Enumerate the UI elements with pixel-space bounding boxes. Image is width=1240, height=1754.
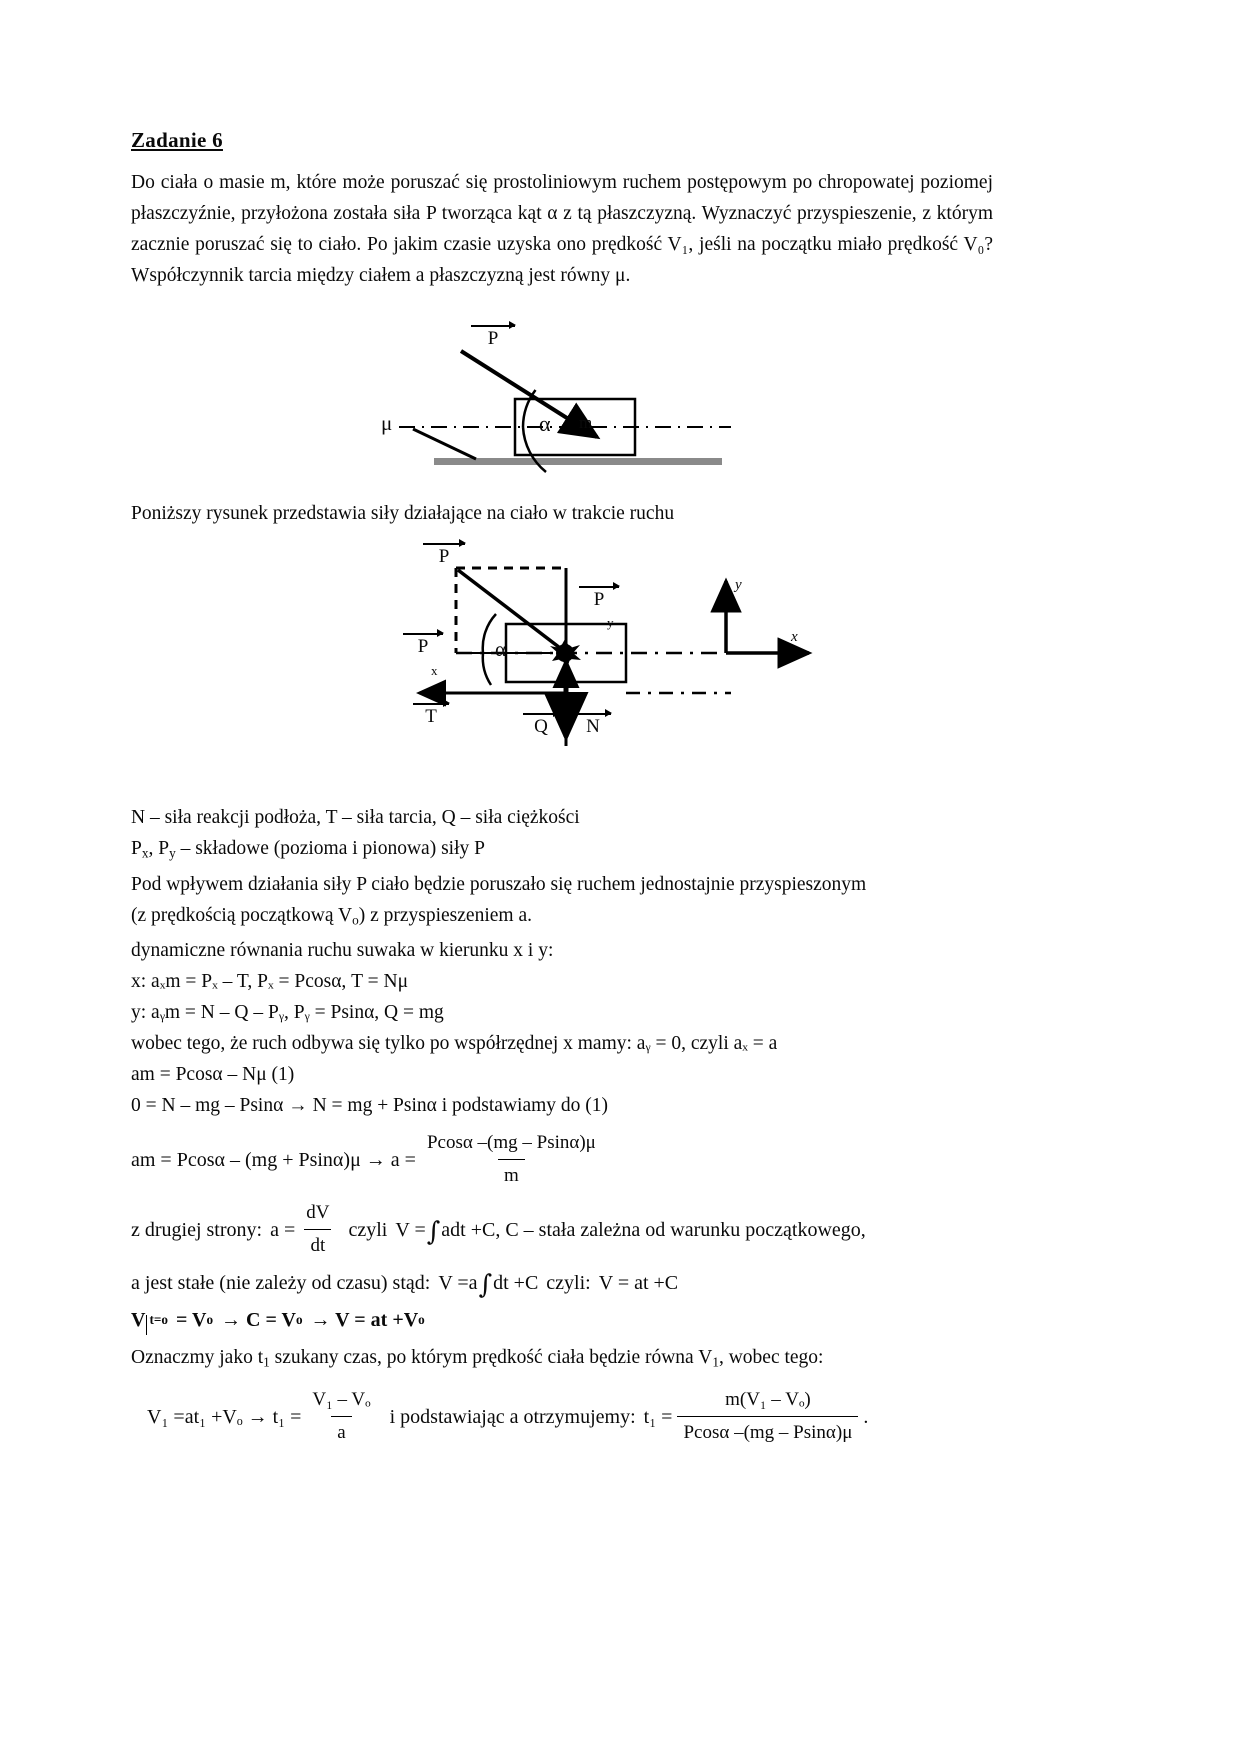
eq4-tail: , C – stała zależna od warunku początkowego, [495,1218,866,1241]
acceleration-denominator: m [498,1159,525,1191]
figure2-angle-arc [483,614,496,653]
derivation-block [131,802,993,1448]
figure2-n-letter: N [586,716,600,737]
eq5-dt-c: dt +C [493,1272,539,1295]
derivation-intro-1: Pod wpływem działania siły P ciało będzie poruszało się ruchem jednostajnie przyspieszonym [131,873,867,895]
intro-2-sub: o [352,912,359,928]
final-intro-c: , wobec tego: [718,1347,824,1369]
force-p-arrow [461,351,597,437]
eq6-sub3: o [295,1312,303,1328]
eq6-final: → V = at +V [310,1309,419,1332]
figure1-mass-label: m [579,413,593,432]
eq4-a-equals: a = [270,1218,296,1241]
figure-free-body-diagram [131,541,993,786]
eq4-czyli: czyli [348,1218,388,1241]
equation-2: 0 = N – mg – Psinα → N = mg + Psinα i podstawiamy do (1) [131,1095,609,1117]
figure2-p-label: P [438,546,450,567]
eq5-czyli: czyli: [546,1272,591,1295]
figure1-p-label: P [487,328,499,349]
ground-surface [434,458,722,465]
page-title: Zadanie 6 [131,128,223,152]
t1-full-fraction [677,1385,858,1448]
t1-denominator: a [331,1416,351,1448]
figure-block-on-plane [131,313,993,498]
evaluation-bar-group [131,1305,168,1335]
final-t1-label: t₁ = [643,1405,673,1428]
final-left: V₁ =at₁ +Vₒ → t₁ = [147,1405,302,1428]
figure2-px-subscript: x [431,663,438,678]
equation-initial-condition [131,1305,993,1335]
problem-statement: Do ciała o masie m, które może poruszać się prostoliniowym ruchem postępowym po chropowatej poziomej płaszczyźnie, przyłożona została siła P tworząca kąt α z tą płaszczyzną. Wyznaczyć przyspieszenie, z którym zacznie poruszać się to ciało. Po jakim czasie uzyska ono prędkość V₁, jeśli na początku miało prędkość V₀? Współczynnik tarcia między ciałem a płaszczyzną jest równy μ. [131,172,993,286]
vector-arrowhead [437,629,444,637]
figure2-py-subscript: y [607,615,614,630]
equations-heading: dynamiczne równania ruchu suwaka w kierunku x i y: [131,940,554,962]
final-intro-b: szukany czas, po którym prędkość ciała będzie równa V [269,1347,713,1369]
equation-x: x: aₓm = Pₓ – T, Pₓ = Pcosα, T = Nμ [131,971,409,993]
legend-py-sub: y [169,845,176,861]
equation-condition: wobec tego, że ruch odbywa się tylko po współrzędnej x mamy: aᵧ = 0, czyli aₓ = a [131,1033,778,1055]
equation-1: am = Pcosα – Nμ (1) [131,1064,295,1086]
eq5-label: a jest stałe (nie zależy od czasu) stąd: [131,1272,431,1295]
t1-numerator: V₁ – Vₒ [312,1389,371,1411]
final-intro-a: Oznaczmy jako t [131,1347,264,1369]
equation-dv-dt [131,1198,993,1261]
eq6-c-equals: → C = V [221,1309,296,1332]
t1-full-numerator: m(V₁ – Vₒ) [725,1389,811,1411]
t1-full-denominator: Pcosα –(mg – Psinα)μ [677,1416,858,1448]
eq6-sub4: o [418,1312,425,1328]
figure2-px-vector-label [403,633,443,657]
evaluation-bar [146,1315,147,1335]
acceleration-fraction [421,1128,602,1191]
figure2-weight-vector-label [523,713,559,737]
final-intro-sub: 1 [263,1355,270,1371]
figure1-friction-label: μ [381,411,393,435]
figure1-angle-label: α [539,411,551,436]
equation-3-left: am = Pcosα – (mg + Psinα)μ → a = [131,1148,416,1171]
figure2-axis-x-label: x [791,629,798,645]
eq4-adt: adt +C [441,1218,496,1241]
eq5-v-equals-a: V =a [438,1272,478,1295]
dv-dt-denominator: dt [304,1229,331,1261]
figure2-py-vector-label [579,586,619,610]
figure2-force-p-arrow [458,570,564,651]
intro-2b: ) z przyspieszeniem a. [358,904,532,926]
derivation-intro-2 [131,900,993,936]
final-intro-sub2: 1 [712,1355,719,1371]
equation-final-time [131,1385,993,1448]
eq6-v: V [131,1309,146,1332]
figure2-t-letter: T [425,706,437,727]
legend-py: P [158,838,170,859]
eq5-result: V = at +C [598,1272,679,1295]
equation-acceleration [131,1128,993,1191]
figure2-svg [131,541,993,786]
figure1-svg [131,313,993,498]
vector-arrowhead [509,321,516,329]
figure2-intro-text: Poniższy rysunek przedstawia siły działające na ciało w trakcie ruchu [131,503,675,524]
eq6-sub2: o [206,1312,214,1328]
legend-components-rest: – składowe (pozioma i pionowa) siły P [175,838,485,859]
figure2-force-vector-label [423,543,465,567]
eq6-equals-vo: = V [175,1309,207,1332]
dv-dt-numerator: dV [306,1202,330,1224]
vector-arrowhead [613,582,620,590]
integral-icon: ∫ [426,1216,441,1247]
eq6-sub: t=o [149,1312,168,1328]
integral-icon: ∫ [478,1270,493,1300]
equation-v-integral [131,1268,993,1298]
legend-components: $P_x$, $P_y$ – składowe (pozioma i pionowa) siły P [131,838,485,861]
figure1-force-vector-label [471,325,515,349]
mu-pointer-line [413,429,476,459]
figure2-px-letter: P [417,636,429,657]
final-period: . [863,1405,869,1428]
figure2-py-letter: P [593,589,605,610]
eq4-label: z drugiej strony: [131,1218,263,1241]
legend-px: P [131,838,142,859]
legend-forces: N – siła reakcji podłoża, T – siła tarcia, Q – siła ciężkości [131,807,580,828]
legend-px-sub: x [141,845,149,861]
final-mid-text: i podstawiając a otrzymujemy: [389,1405,636,1428]
dv-dt-fraction [300,1198,335,1261]
acceleration-numerator: Pcosα –(mg – Psinα)μ [426,1132,596,1154]
figure2-angle-arc-lower [483,653,491,685]
figure2-axis-y-label: y [735,577,742,593]
document-page [131,0,993,1455]
final-intro [131,1342,993,1378]
intro-2a: (z prędkością początkową V [131,904,353,926]
figure2-angle-label: α [495,637,507,661]
figure2-q-letter: Q [534,716,548,737]
vector-arrowhead [443,699,450,707]
t1-simple-fraction [306,1385,376,1448]
figure2-friction-vector-label [413,703,449,727]
figure2-normal-vector-label [575,713,611,737]
eq4-v-equals: V = [395,1218,426,1241]
equation-y: y: aᵧm = N – Q – Pᵧ, Pᵧ = Psinα, Q = mg [131,1002,444,1024]
vector-arrowhead [459,539,466,547]
vector-arrowhead [553,709,560,717]
vector-arrowhead [605,709,612,717]
